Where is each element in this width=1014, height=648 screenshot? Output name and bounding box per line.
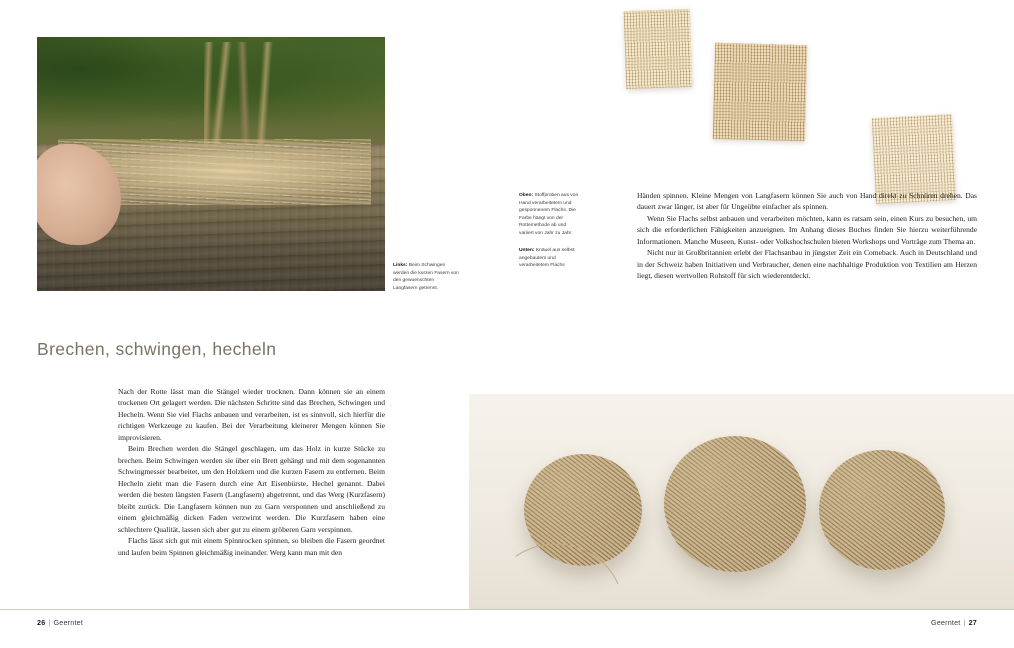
caption-oben <box>519 192 581 238</box>
left-body-column <box>118 386 385 558</box>
page-number-right: 27 <box>968 618 977 627</box>
paragraph: Händen spinnen. Kleine Mengen von Langfasern können Sie auch von Hand direkt zu Schnüren drehen. Das dauert zwar länger, ist aber für Ungeübte einfacher als spinnen. <box>637 191 977 212</box>
paragraph: Wenn Sie Flachs selbst anbauen und verarbeiten möchten, kann es ratsam sein, einen Kurs zu besuchen, um sich die erforderlichen Fähigkeiten anzueignen. Im Anhang dieses Buches finden Sie hierzu weiterführende Informationen. Manche Museen, Kunst- oder Volkshochschulen bieten Workshops und Vorträge zum Thema an. <box>637 213 977 246</box>
right-body-column <box>637 190 977 282</box>
fabric-swatch-1 <box>624 9 693 89</box>
paragraph: Flachs lässt sich gut mit einem Spinnrocken spinnen, so bleiben die Fasern geordnet und laufen beim Spinnen gleichmäßig ineinander. Werg kann man mit den <box>118 536 385 557</box>
footer-divider-right <box>469 609 1014 610</box>
flax-fiber-photo <box>37 37 385 291</box>
footer-separator-right: | <box>963 618 966 627</box>
twine-ball <box>819 450 945 570</box>
caption-unten-text: Knäuel aus selbst angebautem und verarbeitetem Flachs <box>519 248 575 269</box>
paragraph: Beim Brechen werden die Stängel geschlagen, um das Holz in kurze Stücke zu brechen. Beim Schwingen werden sie über ein Brett gehängt und mit dem sogenannten Schwingmesser bearbeitet, um den Holzkern und die kurzen Fasern zu entfernen. Beim Hecheln zieht man die Fasern durch eine Art Eisenbürste, Hechel genannt. Dabei werden die besten längsten Fasern (Langfasern) abgetrennt, und das Werg (Kurzfasern) bleibt zurück. Die Langfasern können nun zu Garn versponnen und anschließend zu einem gleichmäßig dicken Faden verzwirnt werden. Die Kurzfasern haben eine schlechtere Qualität, lassen sich aber gut zu einem gröberen Garn verspinnen. <box>118 444 385 534</box>
footer-divider-left <box>0 609 469 610</box>
footer-right <box>931 618 977 627</box>
footer-section-left: Geerntet <box>53 618 84 627</box>
page-title: Brechen, schwingen, hecheln <box>37 339 277 359</box>
photo-stems-layer <box>204 42 281 144</box>
caption-links-text: Beim Schwingen werden die kurzen Fasern von den gewuenschten Langfasern getrennt. <box>393 263 459 291</box>
caption-unten-label: Unten: <box>519 248 535 253</box>
paragraph: Nach der Rotte lässt man die Stängel wieder trocknen. Dann können sie an einem trockenen Ort gelagert werden. Die nächsten Schritte sind das Brechen, Schwingen und Hecheln. Wenn Sie viel Flachs anbauen und verarbeiten, ist es sinnvoll, sich hierfür die richtigen Werkzeuge zu kaufen. Bei der Verarbeitung kleinerer Mengen können Sie improvisieren. <box>118 387 385 442</box>
footer-section-right: Geerntet <box>930 618 961 627</box>
caption-links-label: Links: <box>393 263 408 268</box>
caption-oben-text: Stoffproben aus von Hand verarbeitetem und gesponnenem Flachs. Die Farbe hängt von der Rottemethode ab und variiert von Jahr zu Jahr. <box>519 193 579 236</box>
fabric-swatch-2 <box>713 43 807 141</box>
caption-oben-label: Oben: <box>519 193 534 198</box>
page-number-left: 26 <box>37 618 46 627</box>
twine-ball <box>664 436 806 572</box>
caption-links <box>393 262 459 292</box>
caption-unten <box>519 247 581 270</box>
paragraph: Nicht nur in Großbritannien erlebt der Flachsanbau in jüngster Zeit ein Comeback. Auch in Deutschland und in der Schweiz haben Initiativen und Verbraucher, denen eine nachhaltige Produktion von Textilien am Herzen liegt, diesen wertvollen Rohstoff für sich wiederentdeckt. <box>637 248 977 281</box>
footer-left <box>37 618 83 627</box>
footer-separator-left: | <box>48 618 51 627</box>
twine-balls-photo <box>469 394 1014 609</box>
